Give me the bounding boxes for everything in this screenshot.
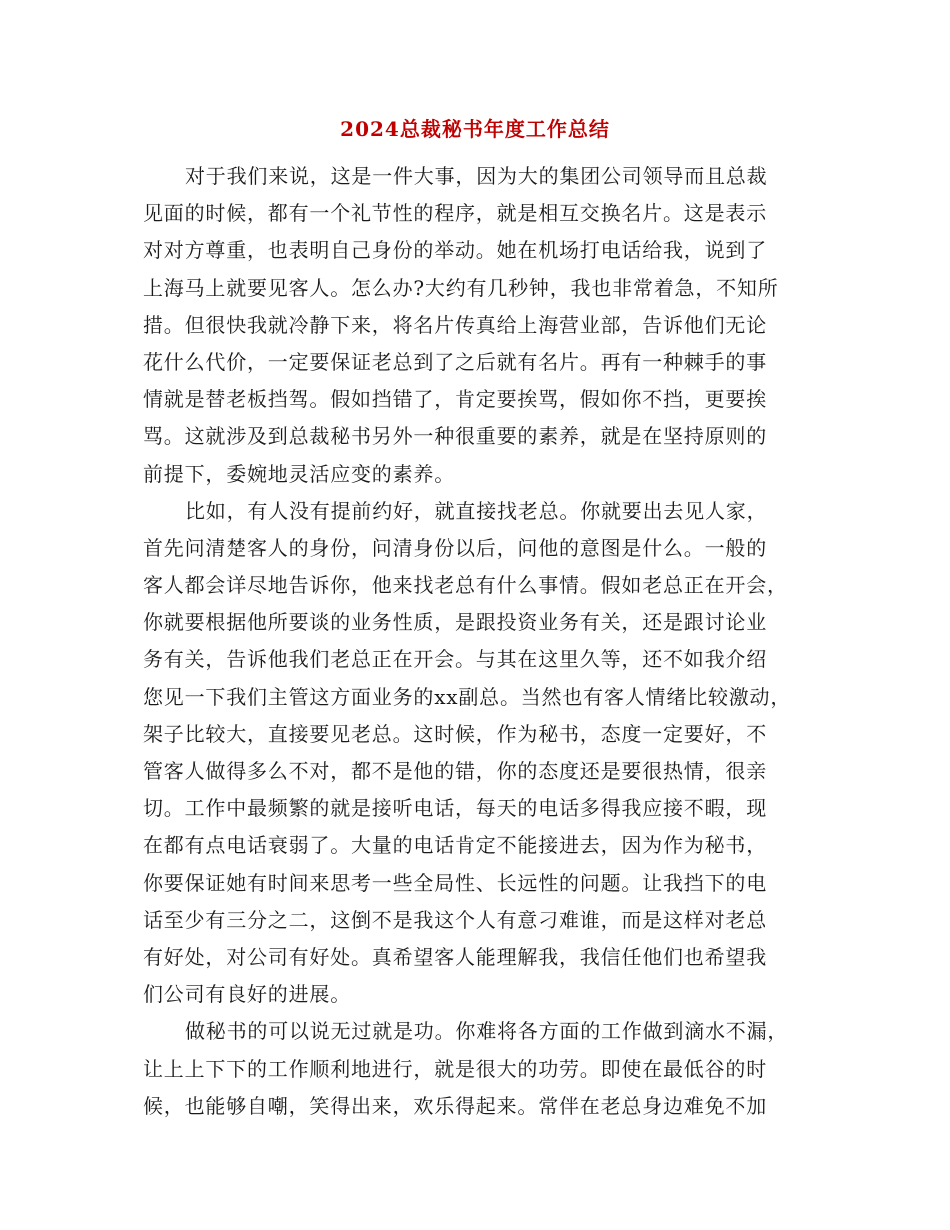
page-title: 2024总裁秘书年度工作总结: [340, 117, 610, 141]
text-line: 首先问清楚客人的身份，问清身份以后，问他的意图是什么。一般的: [143, 535, 767, 560]
text-line: 架子比较大，直接要见老总。这时候，作为秘书，态度一定要好，不: [143, 721, 767, 746]
text-line: 前提下，委婉地灵活应变的素养。: [143, 461, 455, 486]
text-line: 在都有点电话衰弱了。大量的电话肯定不能接进去，因为作为秘书，: [143, 833, 767, 858]
text-line: 让上上下下的工作顺利地进行，就是很大的功劳。即使在最低谷的时: [143, 1056, 767, 1081]
text-line: 话至少有三分之二，这倒不是我这个人有意刁难谁，而是这样对老总: [143, 907, 767, 932]
text-line: 花什么代价，一定要保证老总到了之后就有名片。再有一种棘手的事: [143, 349, 767, 374]
text-line: 客人都会详尽地告诉你，他来找老总有什么事情。假如老总正在开会，: [143, 573, 788, 598]
text-line: 见面的时候，都有一个礼节性的程序，就是相互交换名片。这是表示: [143, 201, 767, 226]
text-line: 情就是替老板挡驾。假如挡错了，肯定要挨骂，假如你不挡，更要挨: [143, 387, 767, 412]
text-line: 骂。这就涉及到总裁秘书另外一种很重要的素养，就是在坚持原则的: [143, 424, 767, 449]
text-line: 您见一下我们主管这方面业务的xx副总。当然也有客人情绪比较激动，: [143, 684, 792, 709]
text-line: 对于我们来说，这是一件大事，因为大的集团公司领导而且总裁: [185, 164, 768, 188]
text-line: 管客人做得多么不对，都不是他的错，你的态度还是要很热情，很亲: [143, 759, 767, 783]
text-line: 候，也能够自嘲，笑得出来，欢乐得起来。常伴在老总身边难免不加: [143, 1093, 767, 1118]
text-line: 有好处，对公司有好处。真希望客人能理解我，我信任他们也希望我: [143, 944, 767, 969]
text-line: 措。但很快我就冷静下来，将名片传真给上海营业部，告诉他们无论: [143, 312, 767, 337]
text-line: 你要保证她有时间来思考一些全局性、长远性的问题。让我挡下的电: [143, 870, 767, 895]
text-line: 你就要根据他所要谈的业务性质，是跟投资业务有关，还是跟讨论业: [143, 610, 767, 635]
text-line: 务有关，告诉他我们老总正在开会。与其在这里久等，还不如我介绍: [143, 647, 767, 672]
text-line: 们公司有良好的进展。: [143, 982, 351, 1007]
text-line: 对对方尊重，也表明自己身份的举动。她在机场打电话给我，说到了: [143, 238, 767, 263]
text-line: 切。工作中最频繁的就是接听电话，每天的电话多得我应接不暇，现: [143, 796, 767, 821]
text-line: 比如，有人没有提前约好，就直接找老总。你就要出去见人家，: [185, 498, 768, 523]
document-body: [143, 160, 808, 1127]
text-line: 上海马上就要见客人。怎么办?大约有几秒钟，我也非常着急，不知所: [143, 275, 779, 300]
text-line: 做秘书的可以说无过就是功。你难将各方面的工作做到滴水不漏，: [185, 1019, 789, 1044]
